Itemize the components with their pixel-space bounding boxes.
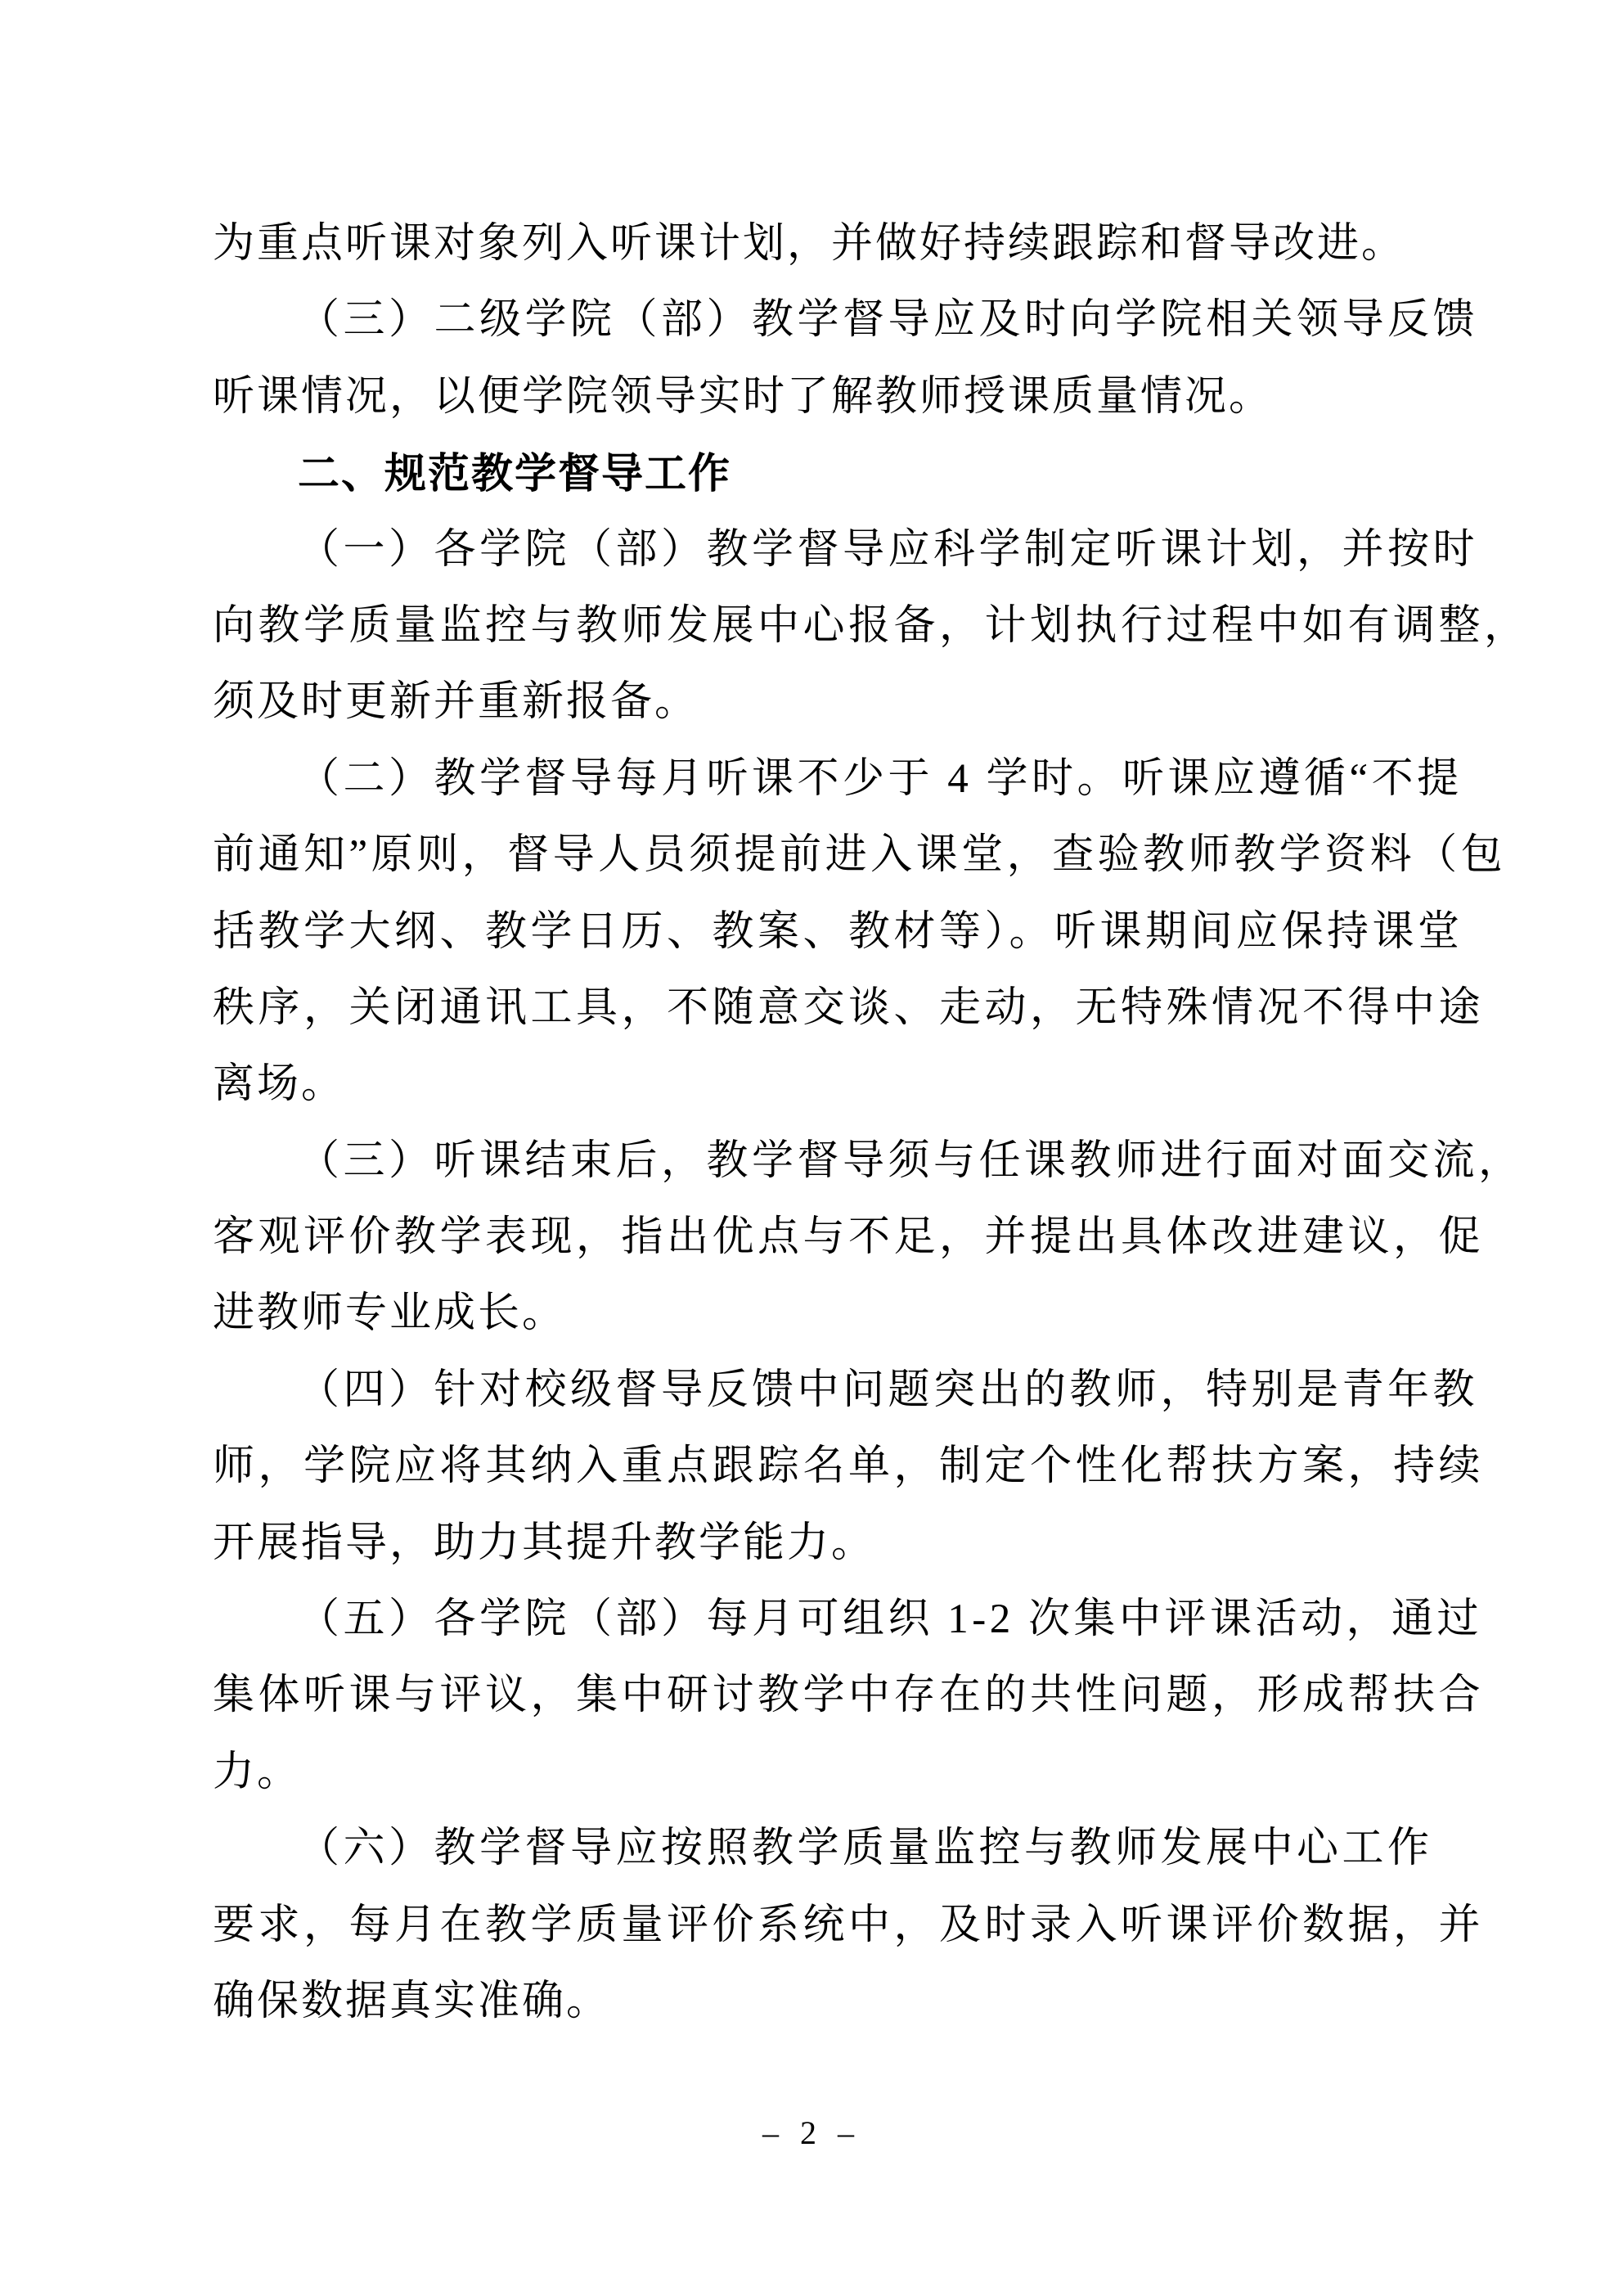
text-line-content: 前通知”原则，督导人员须提前进入课堂，查验教师教学资料（包 xyxy=(213,832,1507,879)
text-line-content: （六）教学督导应按照教学质量监控与教师发展中心工作 xyxy=(298,1826,1433,1872)
text-line-content: 须及时更新并重新报备。 xyxy=(213,679,699,726)
text-line xyxy=(213,1200,1485,1276)
text-line-content: 为重点听课对象列入听课计划，并做好持续跟踪和督导改进。 xyxy=(213,221,1406,267)
text-line-content: 开展指导，助力其提升教学能力。 xyxy=(213,1519,876,1566)
text-line-content: （三）听课结束后，教学督导须与任课教师进行面对面交流， xyxy=(298,1137,1524,1184)
text-line-content: （一）各学院（部）教学督导应科学制定听课计划，并按时 xyxy=(298,526,1479,573)
text-line xyxy=(213,741,1463,817)
text-line xyxy=(213,282,1479,358)
text-line xyxy=(213,1429,1485,1505)
text-line xyxy=(213,206,1423,282)
text-line-content: 秩序，关闭通讯工具，不随意交谈、走动，无特殊情况不得中途 xyxy=(213,984,1485,1031)
document-body xyxy=(213,206,1530,2040)
page-footer xyxy=(0,2114,1623,2152)
text-line xyxy=(213,1276,1423,1352)
text-line-content: 离场。 xyxy=(213,1061,346,1108)
text-line xyxy=(213,359,1423,435)
text-line-content: 二、规范教学督导工作 xyxy=(298,450,732,497)
text-line xyxy=(213,1047,1423,1123)
text-line-content: 力。 xyxy=(213,1749,302,1795)
text-line xyxy=(213,1888,1485,1964)
text-line xyxy=(213,1353,1479,1429)
text-line-content: 听课情况，以便学院领导实时了解教师授课质量情况。 xyxy=(213,373,1274,420)
text-line-content: 集体听课与评议，集中研讨教学中存在的共性问题，形成帮扶合 xyxy=(213,1672,1485,1719)
text-line xyxy=(213,1506,1423,1582)
text-line-content: 确保数据真实准确。 xyxy=(213,1978,611,2024)
text-line-content: 师，学院应将其纳入重点跟踪名单，制定个性化帮扶方案，持续 xyxy=(213,1443,1485,1490)
text-line-content: （三）二级学院（部）教学督导应及时向学院相关领导反馈 xyxy=(298,297,1479,344)
text-line xyxy=(213,1735,1423,1811)
text-line-content: 要求，每月在教学质量评价系统中，及时录入听课评价数据，并 xyxy=(213,1902,1485,1948)
text-line xyxy=(213,1811,1433,1887)
text-line xyxy=(213,970,1485,1047)
text-line xyxy=(213,1964,1423,2040)
text-line-content: （四）针对校级督导反馈中问题突出的教师，特别是青年教 xyxy=(298,1366,1479,1413)
text-line xyxy=(213,512,1479,588)
text-line-content: 括教学大纲、教学日历、教案、教材等）。听课期间应保持课堂 xyxy=(213,908,1463,955)
text-line-content: （五）各学院（部）每月可组织 1-2 次集中评课活动，通过 xyxy=(298,1596,1482,1643)
text-line xyxy=(213,894,1463,970)
text-line xyxy=(213,664,1423,741)
text-line-content: 向教学质量监控与教师发展中心报备，计划执行过程中如有调整， xyxy=(213,602,1530,649)
text-line xyxy=(213,1658,1485,1734)
text-line xyxy=(213,435,1423,511)
text-line xyxy=(213,1123,1524,1200)
text-line-content: 进教师专业成长。 xyxy=(213,1290,567,1337)
page-number: – 2 – xyxy=(762,2114,861,2151)
text-line-content: （二）教学督导每月听课不少于 4 学时。听课应遵循“不提 xyxy=(298,755,1463,802)
text-line-content: 客观评价教学表现，指出优点与不足，并提出具体改进建议，促 xyxy=(213,1214,1485,1261)
text-line xyxy=(213,817,1507,894)
text-line xyxy=(213,1582,1482,1658)
text-line xyxy=(213,588,1530,664)
